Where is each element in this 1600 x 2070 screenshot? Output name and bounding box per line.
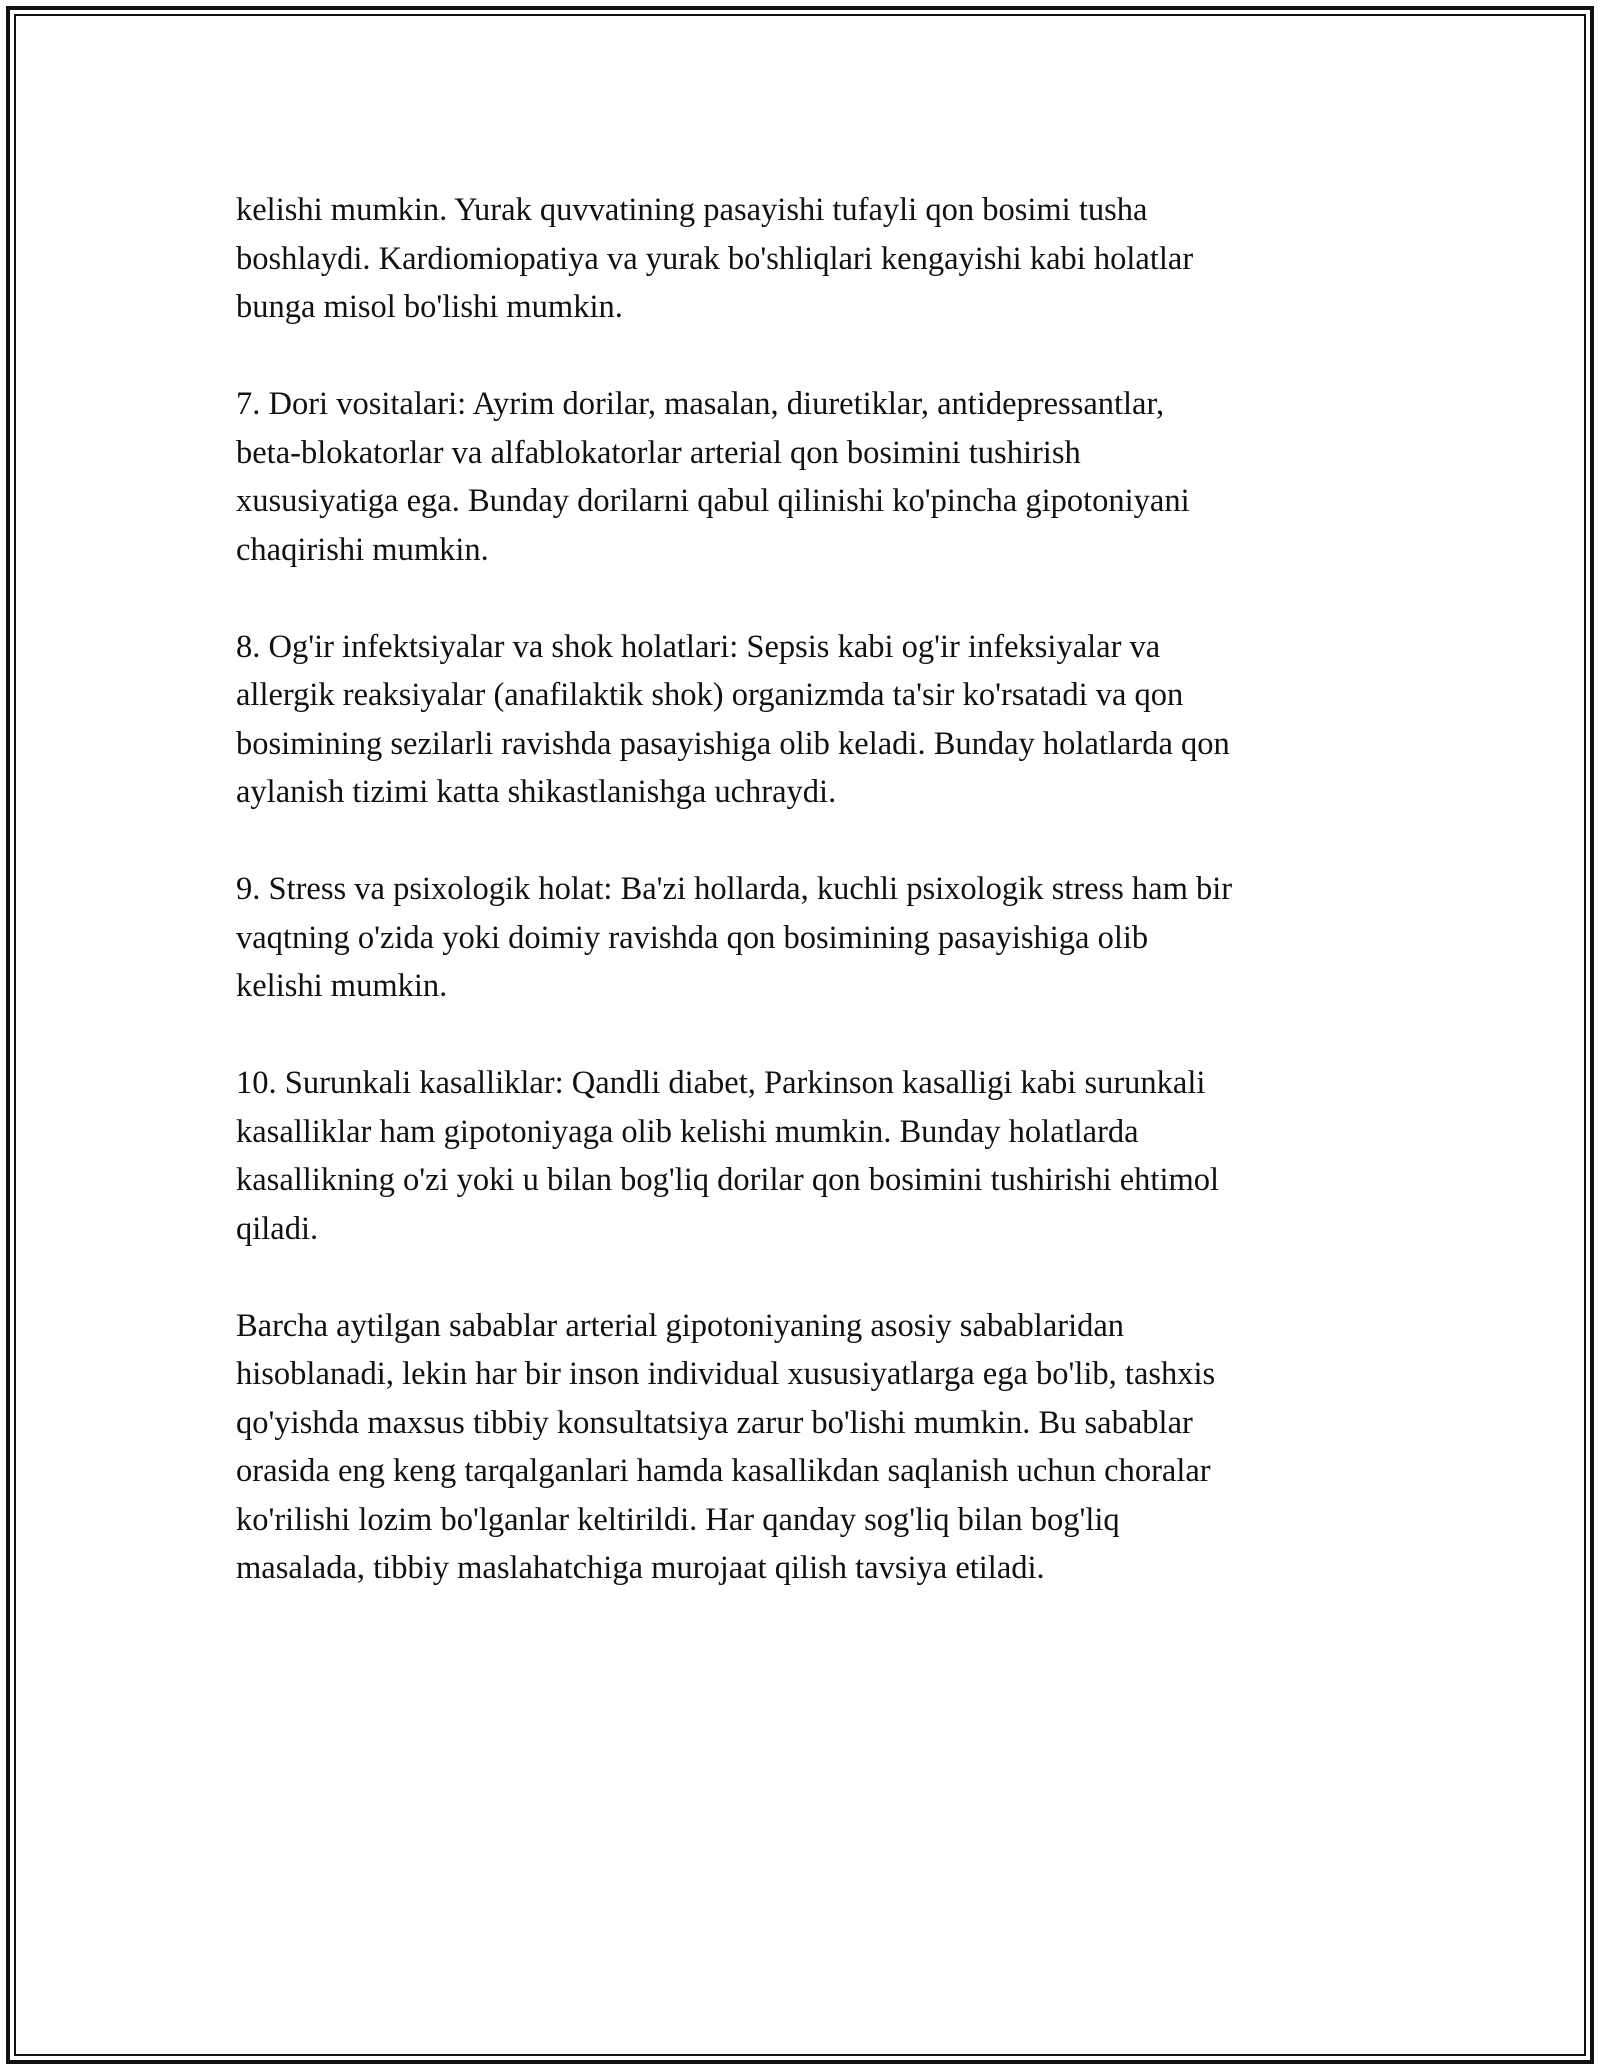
paragraph-continuation: kelishi mumkin. Yurak quvvatining pasayishi tufayli qon bosimi tusha boshlaydi. Kardiomiopatiya va yurak bo'shliqlari kengayishi kabi holatlar bunga misol bo'lishi mumkin. bbox=[236, 192, 1194, 325]
paragraph-item-8: 8. Og'ir infektsiyalar va shok holatlari: Sepsis kabi og'ir infeksiyalar va allergik reaksiyalar (anafilaktik shok) organizmda ta'sir ko'rsatadi va qon bosimining sezilarli ravishda pasayishiga olib keladi. Bunday holatlarda qon aylanish tizimi katta shikastlanishga uchraydi. bbox=[236, 628, 1230, 810]
paragraph-item-7: 7. Dori vositalari: Ayrim dorilar, masalan, diuretiklar, antidepressantlar, beta-blokatorlar va alfablokatorlar arterial qon bosimini tushirish xususiyatiga ega. Bunday dorilarni qabul qilinishi ko'pincha gipotoniyani chaqirishi mumkin. bbox=[236, 386, 1190, 568]
document-body bbox=[236, 186, 1406, 1641]
paragraph-item-9: 9. Stress va psixologik holat: Ba'zi hollarda, kuchli psixologik stress ham bir vaqtning o'zida yoki doimiy ravishda qon bosimining pasayishiga olib kelishi mumkin. bbox=[236, 871, 1233, 1004]
paragraph-item-10: 10. Surunkali kasalliklar: Qandli diabet, Parkinson kasalligi kabi surunkali kasalliklar ham gipotoniyaga olib kelishi mumkin. Bunday holatlarda kasallikning o'zi yoki u bilan bog'liq dorilar qon bosimini tushirishi ehtimol qiladi. bbox=[236, 1065, 1220, 1247]
paragraph-conclusion: Barcha aytilgan sabablar arterial gipotoniyaning asosiy sabablaridan hisoblanadi, lekin har bir inson individual xususiyatlarga ega bo'lib, tashxis qo'yishda maxsus tibbiy konsultatsiya zarur bo'lishi mumkin. Bu sabablar orasida eng keng tarqalganlari hamda kasallikdan saqlanish uchun choralar ko'rilishi lozim bo'lganlar keltirildi. Har qanday sog'liq bilan bog'liq masalada, tibbiy maslahatchiga murojaat qilish tavsiya etiladi. bbox=[236, 1307, 1216, 1586]
